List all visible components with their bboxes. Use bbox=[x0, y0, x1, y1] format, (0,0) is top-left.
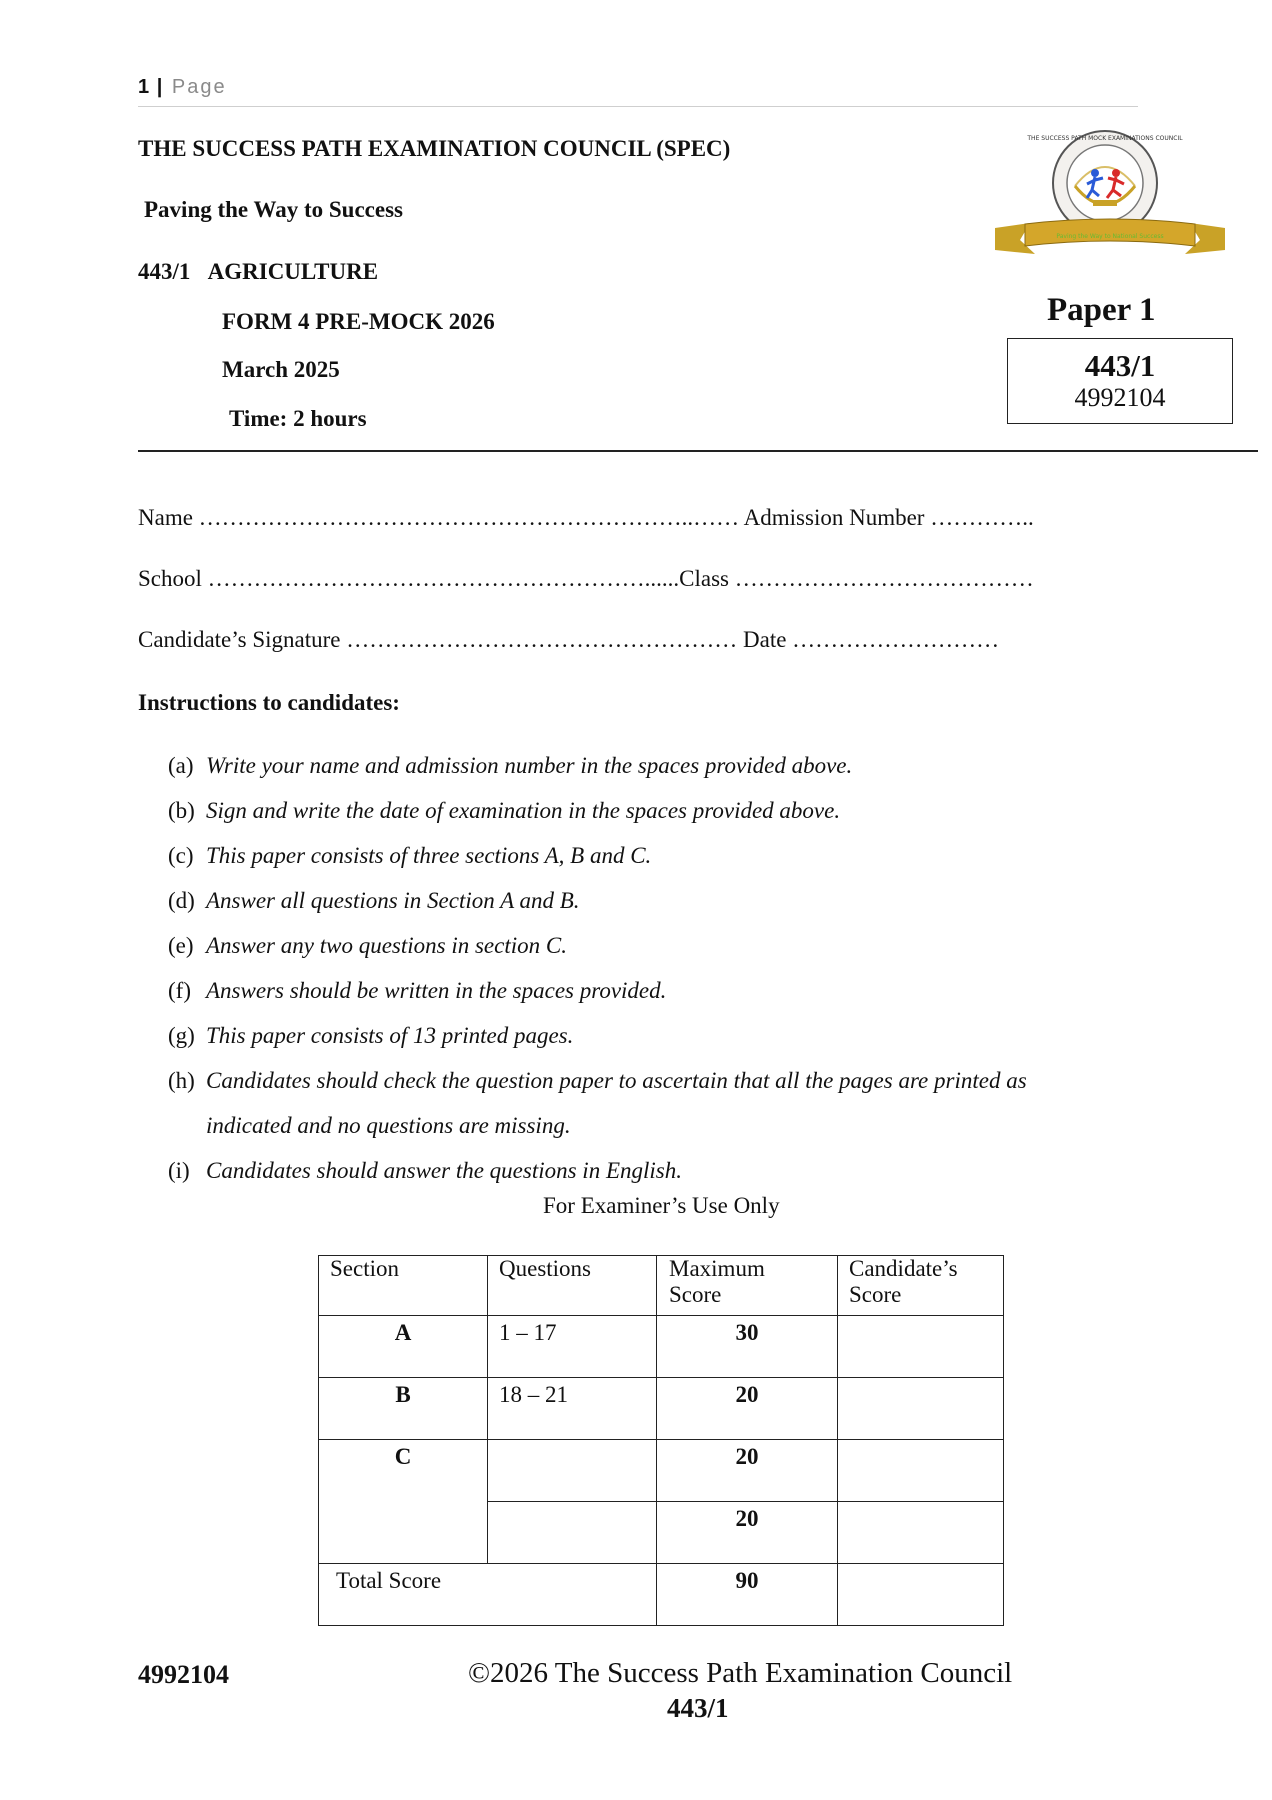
instruction-text: Answer all questions in Section A and B. bbox=[206, 888, 580, 913]
total-label: Total Score bbox=[319, 1564, 657, 1626]
examiner-use-title: For Examiner’s Use Only bbox=[543, 1193, 780, 1218]
instruction-label: (a) bbox=[168, 753, 194, 778]
exam-time: Time: 2 hours bbox=[229, 406, 367, 431]
instruction-item bbox=[168, 753, 852, 779]
name-row bbox=[138, 505, 1034, 531]
instruction-label: (c) bbox=[168, 843, 194, 868]
questions-cell: 1 – 17 bbox=[488, 1316, 657, 1378]
subject-code: 443/1 bbox=[138, 259, 191, 284]
instructions-title: Instructions to candidates: bbox=[138, 690, 400, 715]
instruction-text: Candidates should answer the questions in English. bbox=[206, 1158, 682, 1183]
examiner-score-table bbox=[318, 1255, 1004, 1626]
page-number-header bbox=[138, 76, 227, 99]
council-logo-icon bbox=[995, 128, 1225, 278]
admission-label: Admission Number bbox=[743, 505, 925, 530]
questions-cell bbox=[488, 1502, 657, 1564]
signature-row bbox=[138, 627, 999, 653]
instruction-label: (d) bbox=[168, 888, 195, 913]
subject-line bbox=[138, 259, 378, 285]
instruction-item bbox=[168, 798, 840, 824]
questions-cell bbox=[488, 1440, 657, 1502]
signature-label: Candidate’s Signature bbox=[138, 627, 341, 652]
header-maximum-line1: Maximum bbox=[669, 1256, 765, 1281]
header-section: Section bbox=[319, 1256, 488, 1316]
total-max-score: 90 bbox=[657, 1564, 838, 1626]
candidate-score-cell[interactable] bbox=[838, 1502, 1004, 1564]
instruction-label: (i) bbox=[168, 1158, 190, 1183]
section-cell: A bbox=[319, 1316, 488, 1378]
candidate-score-cell[interactable] bbox=[838, 1316, 1004, 1378]
section-cell: B bbox=[319, 1378, 488, 1440]
instruction-item bbox=[168, 933, 567, 959]
candidate-score-cell[interactable] bbox=[838, 1378, 1004, 1440]
paper-code-box bbox=[1007, 338, 1233, 424]
logo-ribbon-text: Paving the Way to National Success bbox=[1056, 233, 1164, 240]
header-candidate-line1: Candidate’s bbox=[849, 1256, 958, 1281]
instruction-text: Candidates should check the question paper to ascertain that all the pages are printed as bbox=[206, 1068, 1027, 1093]
subject-name: AGRICULTURE bbox=[207, 259, 379, 284]
instruction-item bbox=[168, 1068, 1027, 1094]
date-field[interactable]: ……………………… bbox=[792, 627, 1000, 652]
council-logo bbox=[995, 128, 1225, 278]
instruction-item bbox=[168, 888, 580, 914]
header-rule bbox=[138, 450, 1258, 452]
instruction-label: (g) bbox=[168, 1023, 195, 1048]
paper-code: 443/1 bbox=[1084, 348, 1156, 383]
total-row bbox=[319, 1564, 1004, 1626]
header-candidate-line2: Score bbox=[849, 1282, 902, 1307]
exam-name: FORM 4 PRE-MOCK 2026 bbox=[222, 309, 495, 334]
section-cell: C bbox=[319, 1440, 488, 1564]
name-field[interactable]: ………………………………………………………..…… bbox=[198, 505, 740, 530]
instruction-text: Answers should be written in the spaces provided. bbox=[206, 978, 667, 1003]
instruction-label: (e) bbox=[168, 933, 194, 958]
instruction-item-continued bbox=[168, 1113, 571, 1139]
page-label: Page bbox=[171, 76, 227, 98]
instruction-label: (f) bbox=[168, 978, 191, 1003]
instruction-text: This paper consists of three sections A, B and C. bbox=[206, 843, 652, 868]
page-number: 1 bbox=[138, 76, 150, 98]
exam-date: March 2025 bbox=[222, 357, 340, 382]
instruction-text: indicated and no questions are missing. bbox=[206, 1113, 571, 1138]
signature-field[interactable]: …………………………………………… bbox=[346, 627, 738, 652]
table-header-row bbox=[319, 1256, 1004, 1316]
instruction-item bbox=[168, 1023, 573, 1049]
instruction-text: Write your name and admission number in the spaces provided above. bbox=[206, 753, 853, 778]
header-questions: Questions bbox=[488, 1256, 657, 1316]
school-field[interactable]: …………………………………………………...... bbox=[207, 566, 680, 591]
header-maximum-line2: Score bbox=[669, 1282, 722, 1307]
table-row bbox=[319, 1316, 1004, 1378]
candidate-score-cell[interactable] bbox=[838, 1440, 1004, 1502]
class-label: Class bbox=[679, 566, 729, 591]
footer-copyright: ©2026 The Success Path Examination Council bbox=[468, 1657, 1013, 1689]
class-field[interactable]: ………………………………… bbox=[734, 566, 1034, 591]
max-score-cell: 20 bbox=[657, 1502, 838, 1564]
admission-field[interactable]: ………….. bbox=[930, 505, 1034, 530]
footer-code: 443/1 bbox=[667, 1693, 729, 1723]
council-motto: Paving the Way to Success bbox=[144, 197, 403, 222]
instruction-label: (b) bbox=[168, 798, 195, 823]
school-row bbox=[138, 566, 1034, 592]
table-row bbox=[319, 1440, 1004, 1502]
instruction-label: (h) bbox=[168, 1068, 195, 1093]
page-separator: | bbox=[156, 76, 165, 98]
table-row bbox=[319, 1378, 1004, 1440]
instruction-text: This paper consists of 13 printed pages. bbox=[206, 1023, 574, 1048]
paper-serial: 4992104 bbox=[1074, 383, 1166, 412]
header-candidate-score bbox=[838, 1256, 1004, 1316]
instruction-text: Answer any two questions in section C. bbox=[206, 933, 567, 958]
instruction-item bbox=[168, 843, 651, 869]
instruction-item bbox=[168, 978, 666, 1004]
logo-ring-text: THE SUCCESS PATH MOCK EXAMINATIONS COUNCIL bbox=[1027, 135, 1183, 142]
header-maximum-score bbox=[657, 1256, 838, 1316]
instruction-text: Sign and write the date of examination in the spaces provided above. bbox=[206, 798, 841, 823]
footer-number: 4992104 bbox=[138, 1660, 229, 1689]
total-candidate-score[interactable] bbox=[838, 1564, 1004, 1626]
school-label: School bbox=[138, 566, 202, 591]
date-label: Date bbox=[743, 627, 787, 652]
paper-number: Paper 1 bbox=[1047, 292, 1156, 328]
max-score-cell: 20 bbox=[657, 1440, 838, 1502]
max-score-cell: 20 bbox=[657, 1378, 838, 1440]
instruction-item bbox=[168, 1158, 682, 1184]
council-name: THE SUCCESS PATH EXAMINATION COUNCIL (SPEC) bbox=[138, 136, 731, 161]
questions-cell: 18 – 21 bbox=[488, 1378, 657, 1440]
name-label: Name bbox=[138, 505, 193, 530]
max-score-cell: 30 bbox=[657, 1316, 838, 1378]
header-divider bbox=[138, 106, 1138, 107]
